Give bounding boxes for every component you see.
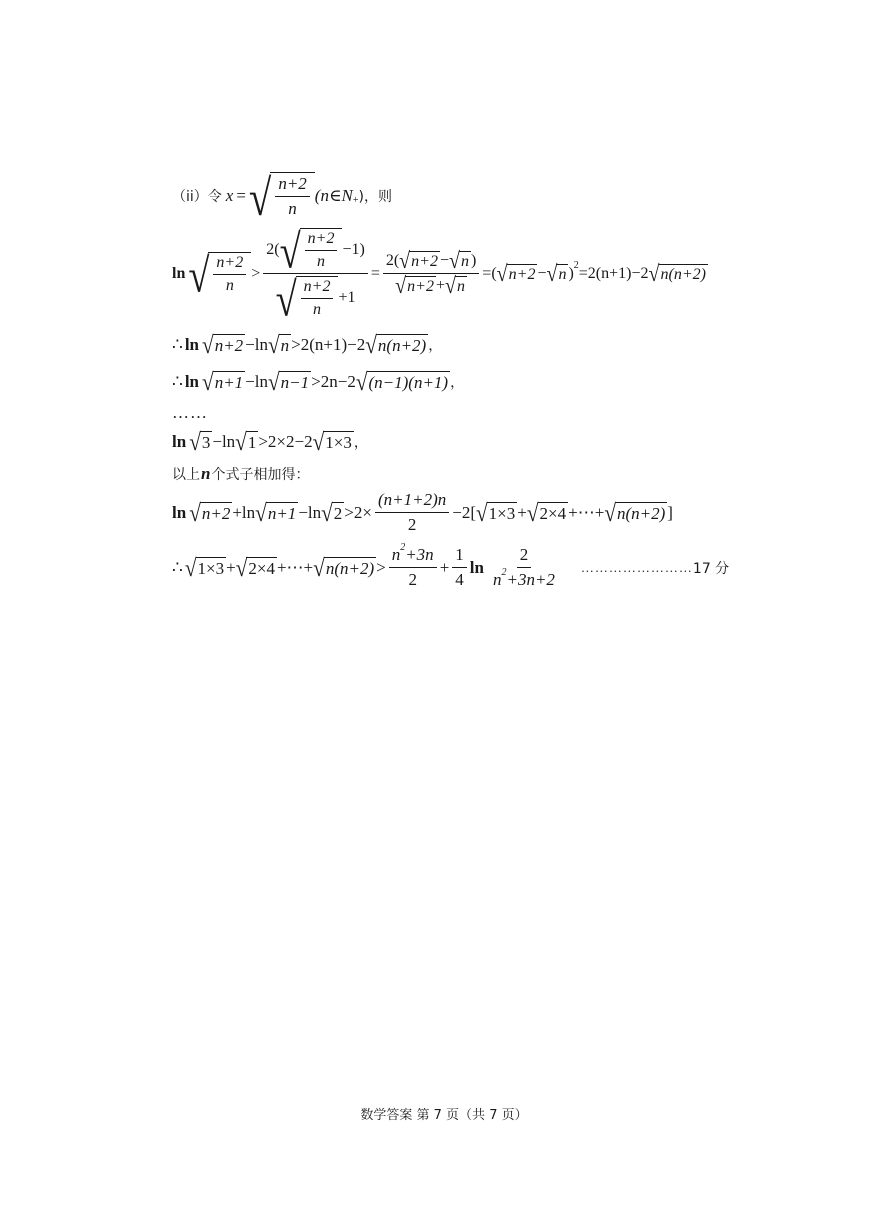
radicand: n+2 [411,253,438,270]
sqrt: √ $\frac{n+2}{n}$ [280,228,343,271]
ln: ln [184,372,200,391]
ellipsis: …… [172,403,208,422]
num: (n+1+2)n [375,490,449,513]
radicand: n+2 [508,265,536,283]
den: 2 [408,570,417,589]
num: n+2 [301,278,334,299]
condition: (n∈N [314,185,353,205]
square: 2 [573,260,579,271]
num: 2 [517,545,532,568]
text: > [376,557,386,577]
line-step-last [172,427,368,456]
gt: > [251,264,261,282]
text: + [226,557,236,577]
text: +3n+2 [506,570,555,589]
sqrt: √ 1×3 [312,427,352,456]
text: 2( [385,252,400,269]
sqrt: √ n [267,330,290,359]
ln: ln [172,264,186,282]
text: n [492,570,502,589]
sqrt: √ n [444,273,465,299]
text: >2× [344,502,372,522]
text: + [517,502,527,522]
sqrt: √ n+2 [496,260,536,287]
num: n+2 [305,230,338,251]
fraction [490,545,558,590]
radicand: n+2 [214,336,244,355]
text: +3n [405,545,434,564]
radicand: 2×4 [248,558,275,578]
text: −ln [245,372,268,391]
text: + [439,557,450,577]
ln: ln [469,557,484,577]
line-substitution [172,170,392,227]
sqrt: √ n+2 [189,498,231,527]
num: n+2 [275,174,309,197]
radicand: n(n+2) [660,265,706,283]
radicand: n+2 [407,278,434,295]
den: n [225,277,234,294]
fraction [375,490,449,535]
sqrt: √ $\frac{n+2}{n}$ [276,276,339,319]
sqrt: √ n−1 [267,367,310,396]
den: 2 [407,515,417,534]
sqrt: √ (n−1)(n+1) [355,367,449,396]
text: + [435,277,445,294]
radicand: 1 [247,433,257,452]
radicand: (n−1)(n+1) [368,373,449,392]
num: 1 [452,545,467,568]
text: −ln [245,335,268,354]
sup: 2 [400,541,406,553]
eq: =( [482,264,497,282]
text: ) [470,252,477,269]
sqrt: √ 2×4 [235,553,275,582]
den: 4 [455,570,464,589]
sqrt: √ n(n+2) [604,498,666,527]
comma: ， [353,435,368,451]
sqrt: √ 1 [235,427,257,456]
text: −ln [212,432,236,451]
text: 2( [266,240,280,258]
text: +⋯+ [568,502,605,522]
radicand: n+2 [201,503,231,523]
sqrt: √ n+1 [202,367,244,396]
sqrt: √ $\frac{n+2}{n}$ [249,172,315,219]
sqrt: √ $\frac{n+2}{n}$ [188,252,251,295]
radicand: n+1 [267,503,297,523]
radicand: 1×3 [488,503,516,523]
text: =2(n+1)−2 [578,264,649,282]
therefore: ∴ [172,335,183,354]
minus: − [537,264,547,282]
radicand: 2×4 [539,503,567,523]
sup: 2 [501,566,507,578]
fraction-2 [383,248,479,299]
text: −ln [298,502,322,522]
line-sum-note [172,464,309,484]
fraction [389,541,437,590]
sqrt: √ n+1 [255,498,297,527]
radicand: n [558,265,567,283]
line-step-1 [172,330,443,359]
den: n [317,253,326,270]
text: >2n−2 [311,372,356,391]
fraction [452,545,467,590]
radicand: 3 [201,433,211,452]
radicand: n+1 [214,373,244,392]
radicand: n(n+2) [616,503,666,523]
text: ] [667,502,673,522]
radicand: 1×3 [325,433,352,452]
page-footer: 数学答案 第 7 页（共 7 页） [360,1108,528,1123]
condition-sub: + [352,195,359,206]
den: n [288,199,297,218]
score: 17 分 [692,560,730,577]
condition-end: )，则 [358,188,392,205]
text: −2[ [452,502,476,522]
sqrt: √ 3 [189,427,211,456]
therefore: ∴ [172,557,183,577]
eq: = [236,185,246,205]
sqrt: √ n(n+2) [313,553,375,582]
den: n [313,301,322,318]
close-paren: ) [568,264,574,282]
eq: = [370,264,380,282]
comma: ， [450,375,465,391]
radicand: n [460,253,469,270]
text: 个式子相加得： [211,467,310,483]
num: n+2 [213,254,246,275]
radicand: n [280,336,290,355]
fraction-1 [263,225,368,327]
line-step-2 [172,367,465,396]
sqrt: √ 1×3 [184,553,225,582]
text: − [439,252,449,269]
line-conclusion [172,541,730,590]
therefore: ∴ [172,372,183,391]
radicand: n(n+2) [377,336,427,355]
text: +⋯+ [276,557,314,577]
ln: ln [172,432,187,451]
text: >2×2−2 [258,432,313,451]
sqrt: √ n [546,260,567,287]
var-n: n [201,464,211,483]
radicand: 2 [333,503,343,523]
text: −1) [342,240,365,258]
sqrt: √ n(n+2) [648,260,706,287]
sqrt: √ n+2 [399,248,438,274]
radicand: 1×3 [197,558,225,578]
sqrt: √ n [448,248,469,274]
radicand: n(n+2) [325,558,375,578]
line-ellipsis [172,403,208,423]
sqrt: √ 2 [321,498,343,527]
comma: ， [428,338,443,354]
sqrt: √ 2×4 [526,498,567,527]
ln: ln [172,502,187,522]
sqrt: √ n+2 [395,273,434,299]
var-x: x [225,185,234,205]
text: +1 [338,288,356,306]
sqrt: √ 1×3 [476,498,516,527]
text: >2(n+1)−2 [291,335,366,354]
text: n [391,545,401,564]
ln: ln [184,335,200,354]
text: 以上 [172,467,200,483]
score-leader: …………………… [580,559,693,575]
line-inequality [172,225,708,327]
text: +ln [232,502,256,522]
line-sum [172,490,673,535]
lead-text: （ⅰⅰ）令 [172,188,222,205]
radicand: n−1 [280,373,310,392]
sqrt: √ n+2 [202,330,244,359]
sqrt: √ n(n+2) [365,330,427,359]
radicand: n [456,278,465,295]
